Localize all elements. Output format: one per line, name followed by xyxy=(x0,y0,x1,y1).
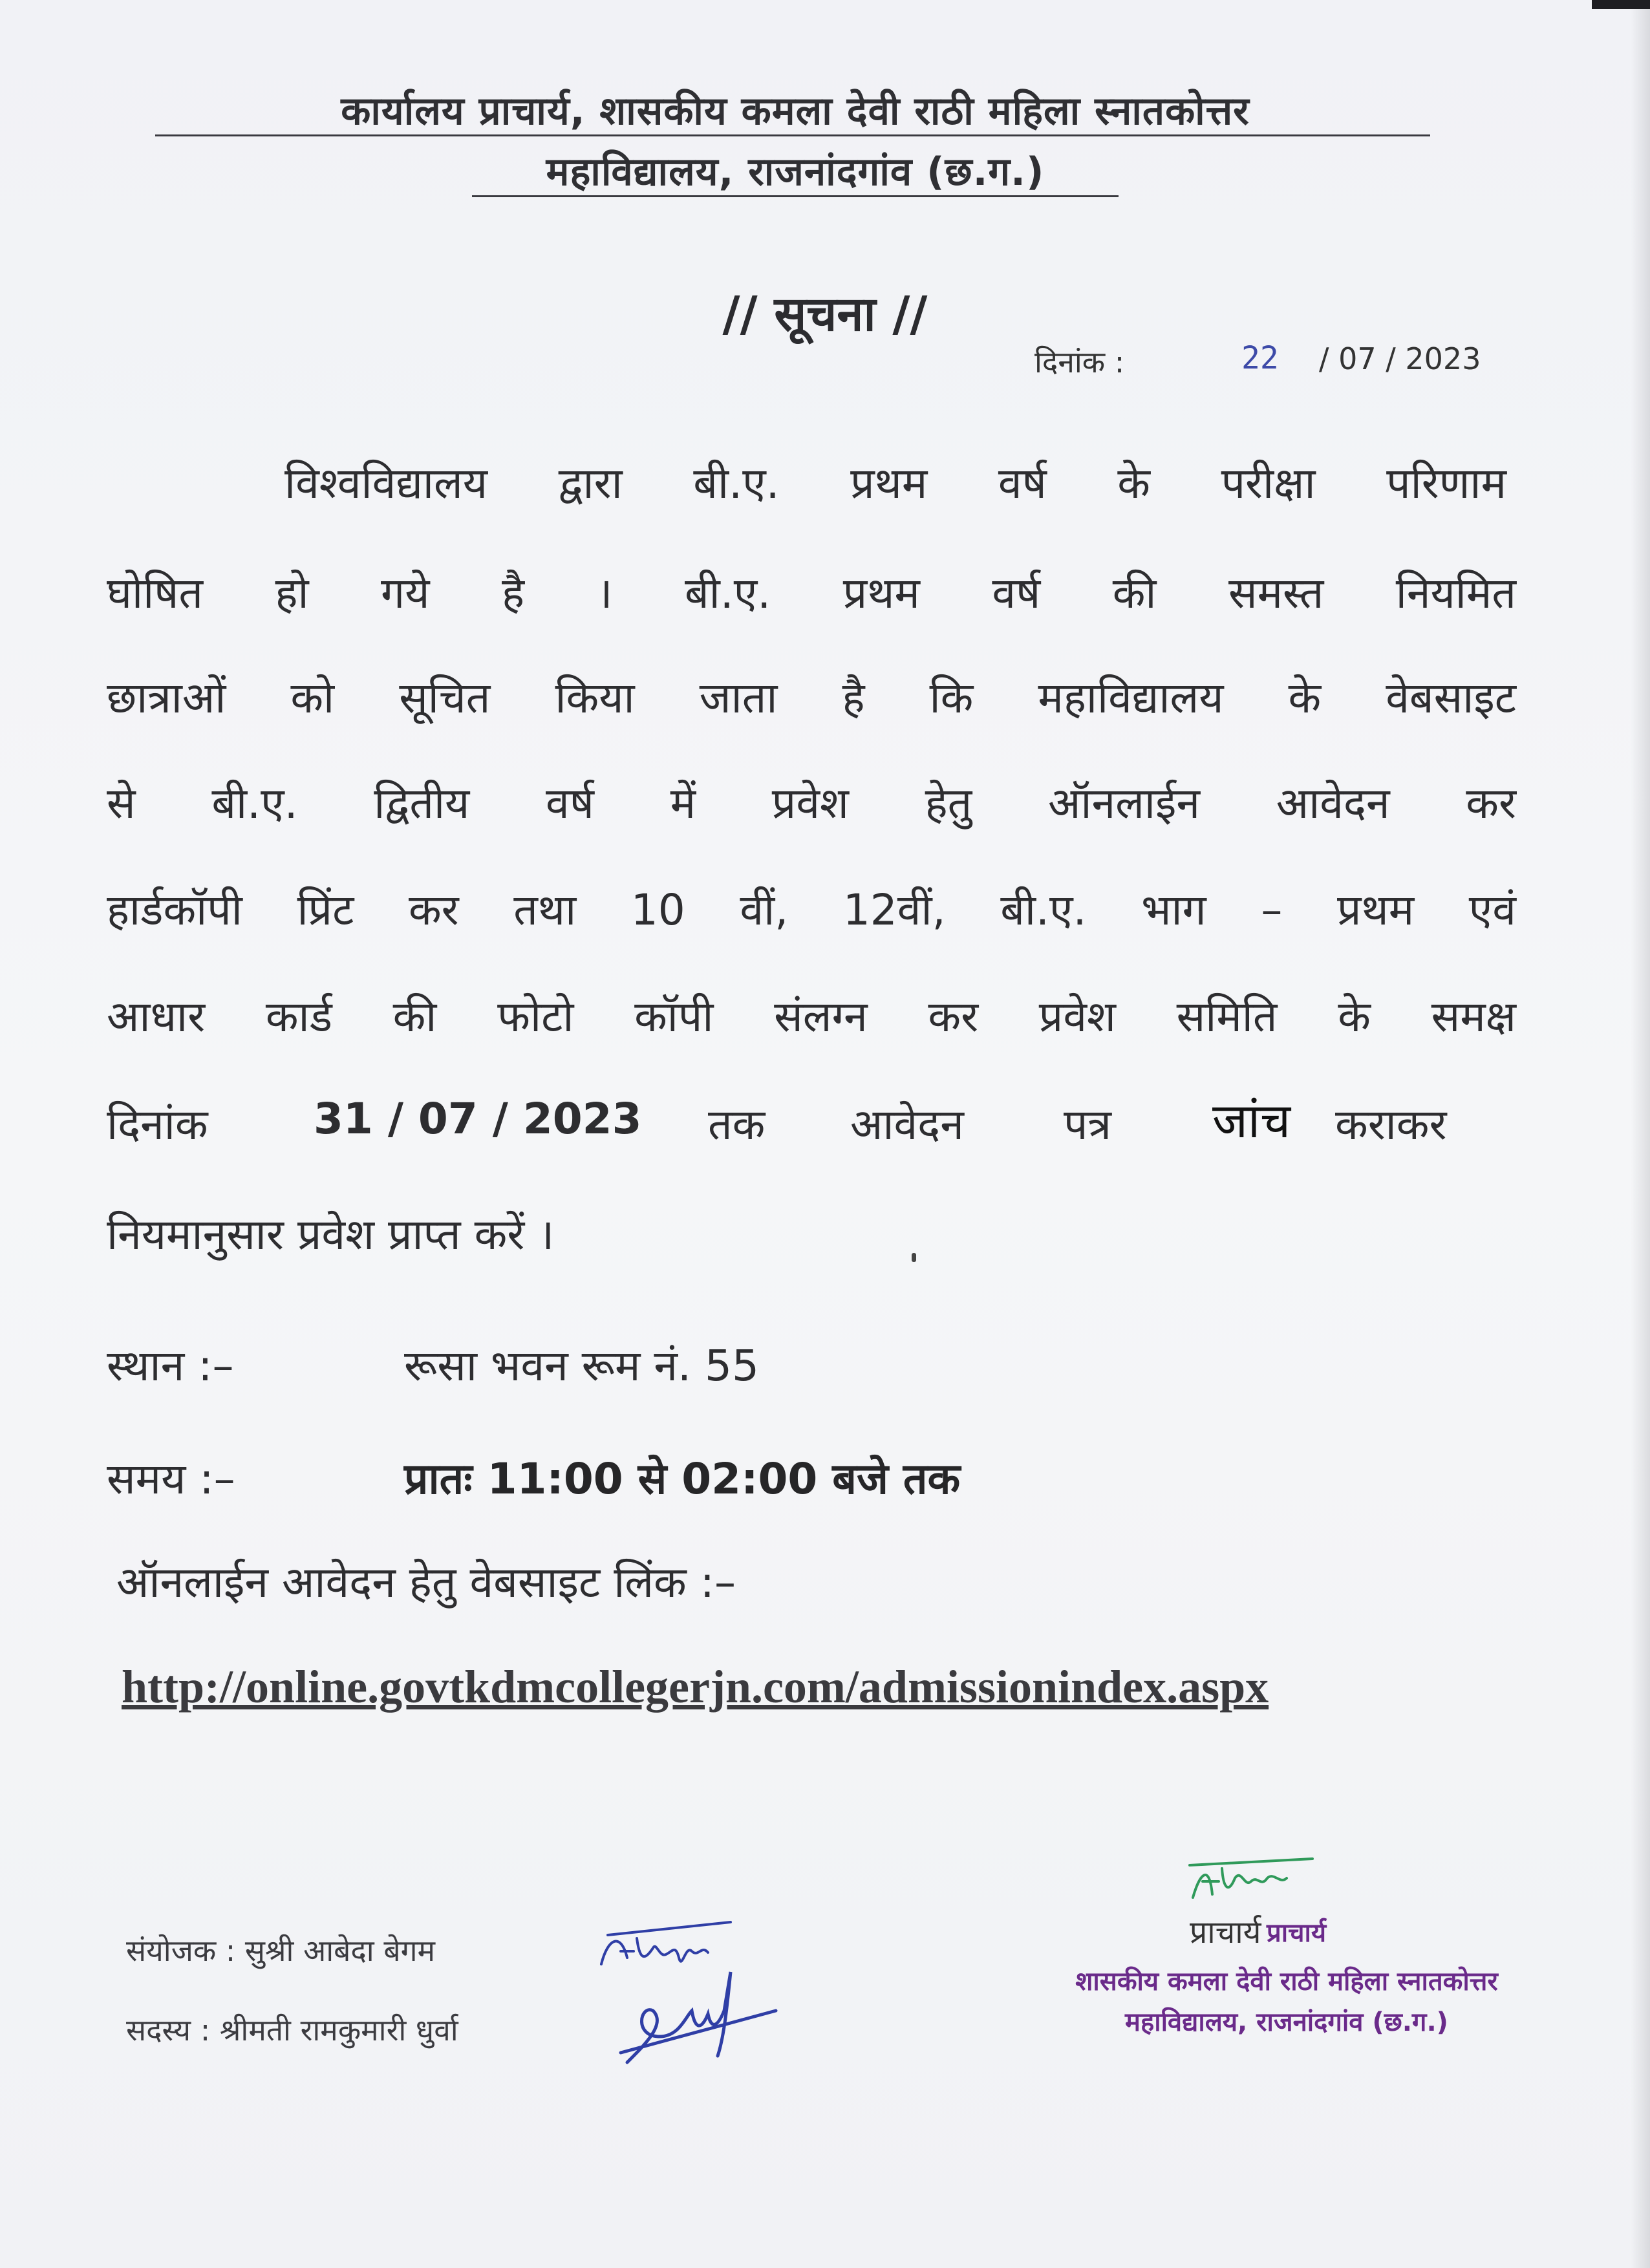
stamp-line-3: महाविद्यालय, राजनांदगांव (छ.ग.) xyxy=(1125,2007,1448,2037)
stamp-line-2: शासकीय कमला देवी राठी महिला स्नातकोत्तर xyxy=(1075,1967,1498,1996)
office-header-line1: कार्यालय प्राचार्य, शासकीय कमला देवी राठी महिला स्नातकोत्तर xyxy=(341,89,1250,134)
body-line-1: विश्वविद्यालय द्वारा बी.ए. प्रथम वर्ष के परीक्षा परिणाम xyxy=(284,458,1506,508)
header-underline-2 xyxy=(472,195,1119,197)
stamp-line-1: प्राचार्य xyxy=(1266,1918,1327,1948)
line7-word-jaanch: जांच xyxy=(1212,1093,1291,1149)
notice-title: // सूचना // xyxy=(722,286,928,342)
body-line-4: से बी.ए. द्वितीय वर्ष में प्रवेश हेतु ऑनलाईन आवेदन कर xyxy=(107,778,1516,828)
date-day-handwritten: 22 xyxy=(1241,340,1279,376)
body-line-2: घोषित हो गये है । बी.ए. प्रथम वर्ष की समस्त नियमित xyxy=(107,568,1516,618)
member-line: सदस्य : श्रीमती रामकुमारी धुर्वा xyxy=(126,2013,458,2048)
timing-value: प्रातः 11:00 से 02:00 बजे तक xyxy=(404,1454,961,1504)
body-line-6: आधार कार्ड की फोटो कॉपी संलग्न कर प्रवेश समिति के समक्ष xyxy=(107,992,1516,1042)
venue-label: स्थान :– xyxy=(107,1341,234,1391)
timing-label: समय :– xyxy=(107,1454,235,1504)
principal-title: प्राचार्य xyxy=(1190,1914,1261,1951)
member-signature xyxy=(614,1965,782,2082)
venue-value: रूसा भवन रूम नं. 55 xyxy=(404,1341,759,1391)
date-month-year: / 07 / 2023 xyxy=(1319,341,1481,376)
body-line-7 xyxy=(107,1094,1529,1159)
body-line-8: नियमानुसार प्रवेश प्राप्त करें । xyxy=(107,1210,555,1259)
header-underline-1 xyxy=(155,134,1430,136)
scan-corner xyxy=(1592,0,1650,9)
convener-line: संयोजक : सुश्री आबेदा बेगम xyxy=(126,1933,436,1968)
last-date: 31 / 07 / 2023 xyxy=(314,1094,642,1144)
office-header-line2: महाविद्यालय, राजनांदगांव (छ.ग.) xyxy=(546,149,1045,195)
website-link-label: ऑनलाईन आवेदन हेतु वेबसाइट लिंक :– xyxy=(116,1557,736,1607)
line7-word-patra: पत्र xyxy=(1064,1100,1111,1150)
principal-signature xyxy=(1183,1849,1332,1907)
date-label: दिनांक : xyxy=(1034,345,1125,380)
body-line-5: हार्डकॉपी प्रिंट कर तथा 10 वीं, 12वीं, बी.ए. भाग – प्रथम एवं xyxy=(107,885,1516,935)
line7-date-label: दिनांक xyxy=(107,1100,208,1150)
line7-word-karakar: कराकर xyxy=(1335,1100,1447,1150)
line7-word-aavedan: आवेदन xyxy=(850,1100,964,1150)
ink-speck xyxy=(912,1253,916,1262)
line7-word-tak: तक xyxy=(708,1100,766,1150)
admission-website-link[interactable]: http://online.govtkdmcollegerjn.com/admissionindex.aspx xyxy=(122,1661,1269,1713)
body-line-3: छात्राओं को सूचित किया जाता है कि महाविद्यालय के वेबसाइट xyxy=(107,673,1516,723)
